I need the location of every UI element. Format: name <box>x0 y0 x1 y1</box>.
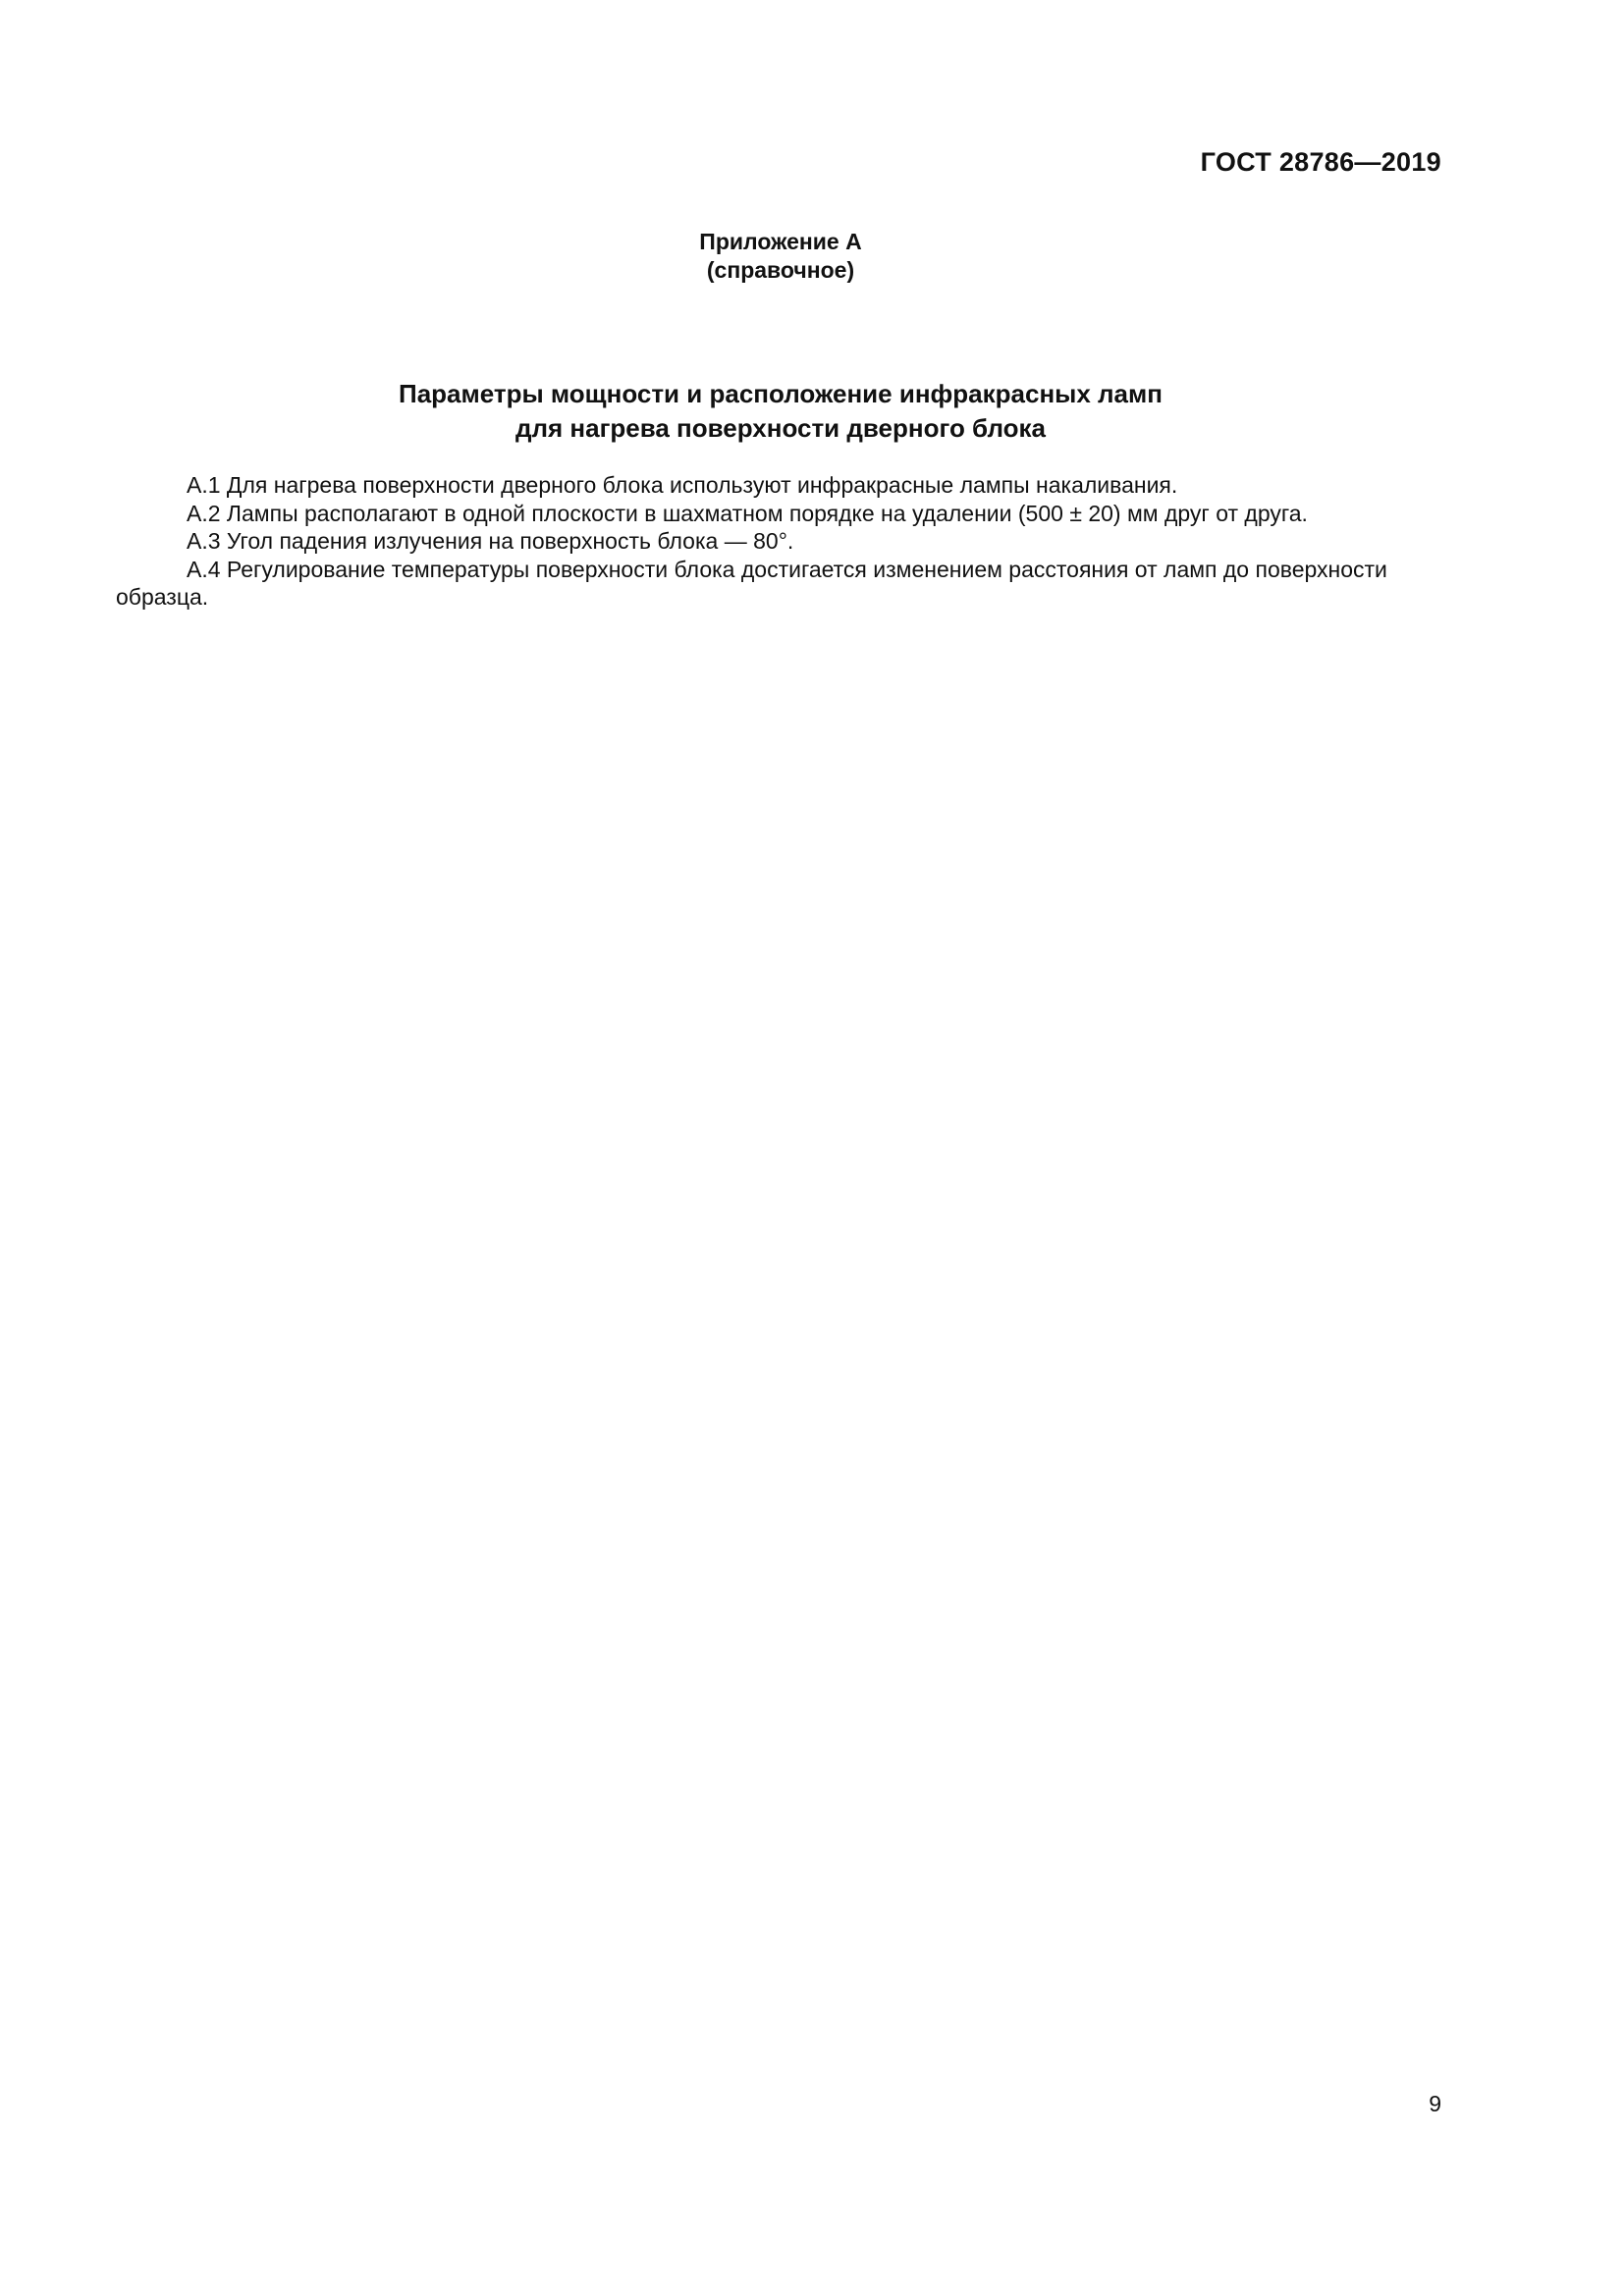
appendix-type: (справочное) <box>706 257 855 283</box>
page-number: 9 <box>1429 2091 1441 2116</box>
body-text <box>116 471 1443 612</box>
section-title-line-1: Параметры мощности и расположение инфракрасных ламп <box>399 379 1163 408</box>
paragraph-a3: А.3 Угол падения излучения на поверхность блока — 80°. <box>187 528 794 554</box>
paragraph-a4: А.4 Регулирование температуры поверхности блока достигается изменением расстояния от ламп до поверхности образца. <box>116 556 1387 610</box>
paragraph-a2: А.2 Лампы располагают в одной плоскости в шахматном порядке на удалении (500 ± 20) мм друг от друга. <box>187 500 1308 526</box>
appendix-label: Приложение А <box>699 229 862 254</box>
document-code: ГОСТ 28786—2019 <box>1200 147 1441 177</box>
appendix-heading <box>0 228 1561 285</box>
section-title <box>0 377 1561 446</box>
section-title-line-2: для нагрева поверхности дверного блока <box>514 413 1046 443</box>
paragraph-a1: А.1 Для нагрева поверхности дверного блока используют инфракрасные лампы накаливания. <box>187 472 1178 498</box>
